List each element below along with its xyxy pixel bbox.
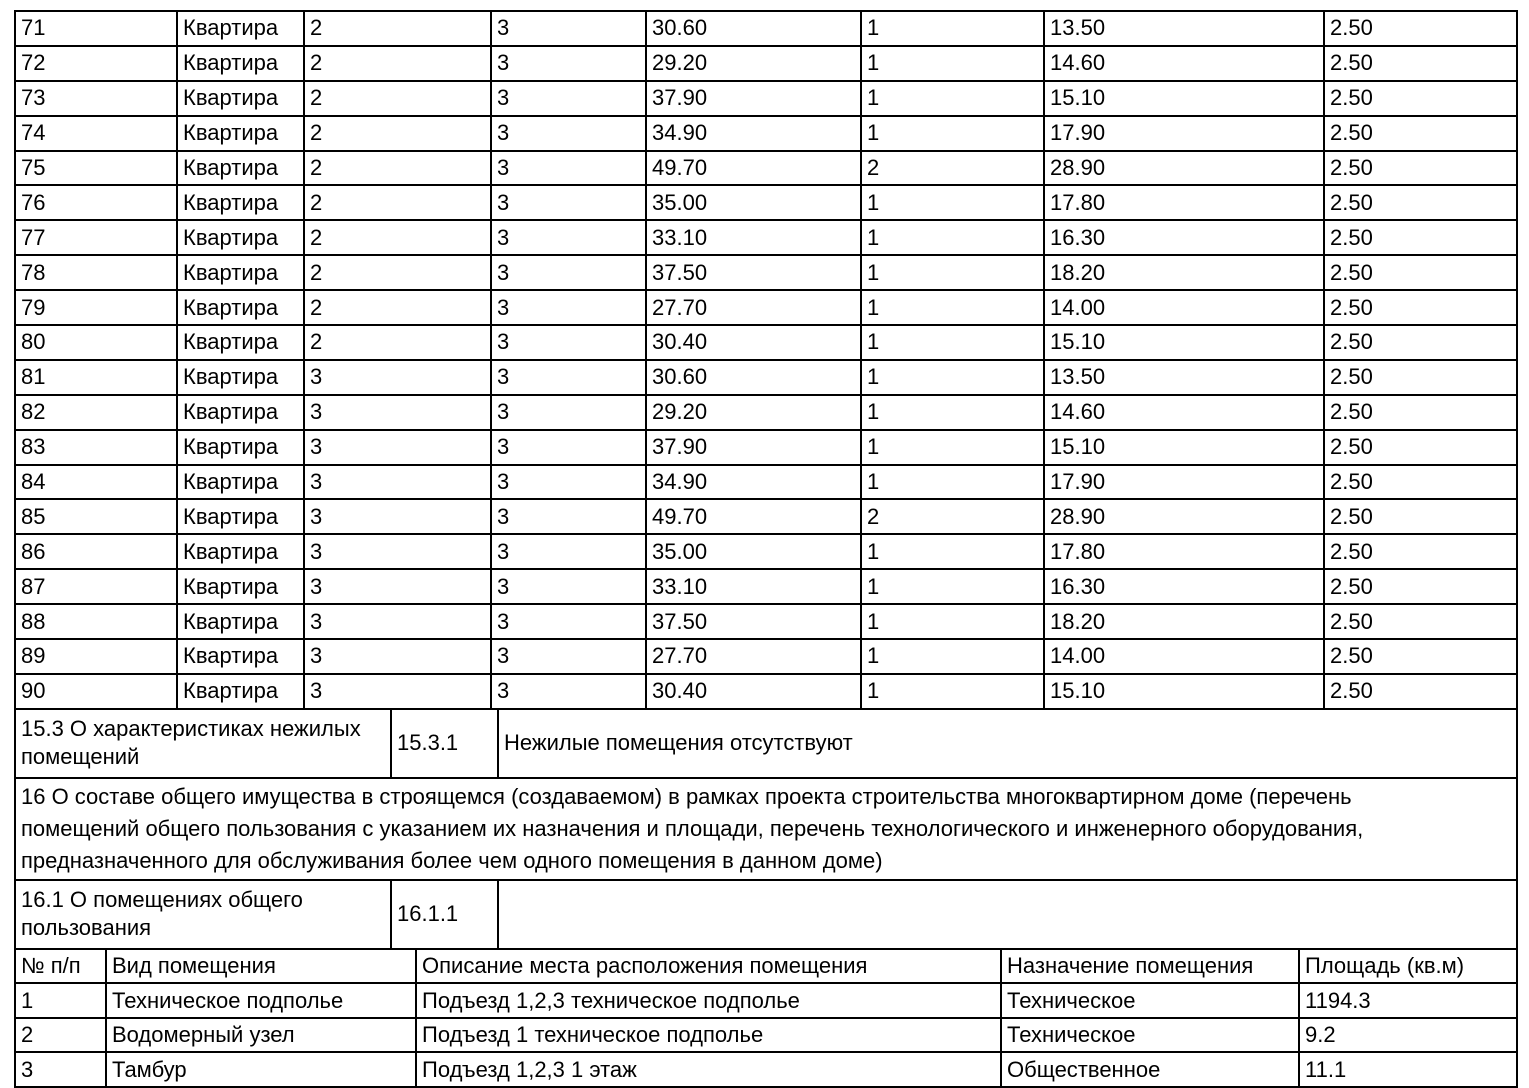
cell-room-type: Тамбур — [106, 1052, 416, 1087]
cell-room-count: 1 — [861, 220, 1044, 255]
cell-ceiling-height: 2.50 — [1324, 81, 1517, 116]
cell-entrance: 3 — [304, 569, 491, 604]
table-row — [15, 11, 1517, 46]
table-row — [15, 1018, 1517, 1053]
cell-premise-type: Квартира — [177, 255, 304, 290]
cell-total-area: 34.90 — [646, 116, 861, 151]
cell-living-area: 13.50 — [1044, 11, 1324, 46]
cell-premise-type: Квартира — [177, 46, 304, 81]
table-row — [15, 46, 1517, 81]
table-row — [15, 325, 1517, 360]
section-16-1-code: 16.1.1 — [391, 880, 498, 949]
cell-area: 9.2 — [1299, 1018, 1517, 1053]
cell-room-count: 1 — [861, 325, 1044, 360]
cell-living-area: 17.80 — [1044, 534, 1324, 569]
cell-apartment-number: 78 — [15, 255, 177, 290]
cell-floor: 3 — [491, 255, 646, 290]
cell-total-area: 33.10 — [646, 220, 861, 255]
cell-floor: 3 — [491, 116, 646, 151]
cell-premise-type: Квартира — [177, 116, 304, 151]
cell-living-area: 15.10 — [1044, 325, 1324, 360]
cell-apartment-number: 88 — [15, 604, 177, 639]
section-16-1-label: 16.1 О помещениях общего пользования — [15, 880, 391, 949]
section-15-3-value: Нежилые помещения отсутствуют — [498, 709, 1517, 778]
column-header-number: № п/п — [15, 949, 106, 984]
cell-room-count: 2 — [861, 151, 1044, 186]
table-row — [15, 534, 1517, 569]
table-row — [15, 983, 1517, 1018]
cell-floor: 3 — [491, 639, 646, 674]
section-15-3-label: 15.3 О характеристиках нежилых помещений — [15, 709, 391, 778]
table-row — [15, 674, 1517, 709]
cell-entrance: 3 — [304, 430, 491, 465]
table-row — [15, 255, 1517, 290]
cell-living-area: 17.90 — [1044, 116, 1324, 151]
cell-ceiling-height: 2.50 — [1324, 11, 1517, 46]
cell-premise-type: Квартира — [177, 674, 304, 709]
cell-room-count: 1 — [861, 395, 1044, 430]
cell-apartment-number: 71 — [15, 11, 177, 46]
table-row — [15, 569, 1517, 604]
cell-area: 1194.3 — [1299, 983, 1517, 1018]
cell-room-count: 1 — [861, 674, 1044, 709]
cell-premise-type: Квартира — [177, 604, 304, 639]
cell-purpose: Техническое — [1001, 983, 1299, 1018]
cell-floor: 3 — [491, 360, 646, 395]
cell-ceiling-height: 2.50 — [1324, 430, 1517, 465]
cell-row-number: 2 — [15, 1018, 106, 1053]
cell-entrance: 3 — [304, 604, 491, 639]
cell-living-area: 28.90 — [1044, 151, 1324, 186]
cell-floor: 3 — [491, 499, 646, 534]
cell-entrance: 2 — [304, 220, 491, 255]
cell-premise-type: Квартира — [177, 569, 304, 604]
cell-total-area: 27.70 — [646, 639, 861, 674]
cell-ceiling-height: 2.50 — [1324, 220, 1517, 255]
cell-total-area: 30.40 — [646, 674, 861, 709]
cell-room-count: 1 — [861, 11, 1044, 46]
cell-apartment-number: 89 — [15, 639, 177, 674]
table-row — [15, 709, 1517, 778]
cell-entrance: 2 — [304, 11, 491, 46]
table-row — [15, 395, 1517, 430]
cell-entrance: 2 — [304, 185, 491, 220]
cell-floor: 3 — [491, 220, 646, 255]
cell-entrance: 2 — [304, 151, 491, 186]
cell-entrance: 2 — [304, 81, 491, 116]
cell-location: Подъезд 1,2,3 1 этаж — [416, 1052, 1001, 1087]
cell-living-area: 14.00 — [1044, 639, 1324, 674]
cell-ceiling-height: 2.50 — [1324, 46, 1517, 81]
cell-entrance: 3 — [304, 534, 491, 569]
cell-area: 11.1 — [1299, 1052, 1517, 1087]
cell-ceiling-height: 2.50 — [1324, 151, 1517, 186]
cell-room-count: 1 — [861, 255, 1044, 290]
cell-living-area: 16.30 — [1044, 220, 1324, 255]
cell-purpose: Техническое — [1001, 1018, 1299, 1053]
cell-entrance: 3 — [304, 674, 491, 709]
table-row — [15, 880, 1517, 949]
cell-living-area: 13.50 — [1044, 360, 1324, 395]
cell-total-area: 35.00 — [646, 185, 861, 220]
cell-room-count: 1 — [861, 430, 1044, 465]
cell-room-count: 1 — [861, 465, 1044, 500]
cell-premise-type: Квартира — [177, 11, 304, 46]
cell-apartment-number: 73 — [15, 81, 177, 116]
cell-apartment-number: 74 — [15, 116, 177, 151]
cell-premise-type: Квартира — [177, 639, 304, 674]
cell-apartment-number: 76 — [15, 185, 177, 220]
cell-living-area: 15.10 — [1044, 81, 1324, 116]
cell-apartment-number: 72 — [15, 46, 177, 81]
cell-apartment-number: 84 — [15, 465, 177, 500]
cell-room-type: Водомерный узел — [106, 1018, 416, 1053]
apartments-table — [14, 10, 1518, 710]
cell-location: Подъезд 1 техническое подполье — [416, 1018, 1001, 1053]
cell-ceiling-height: 2.50 — [1324, 325, 1517, 360]
common-rooms-table-body — [15, 983, 1517, 1087]
apartments-table-body — [15, 11, 1517, 709]
cell-apartment-number: 90 — [15, 674, 177, 709]
cell-premise-type: Квартира — [177, 151, 304, 186]
cell-floor: 3 — [491, 11, 646, 46]
table-row — [15, 639, 1517, 674]
cell-entrance: 3 — [304, 465, 491, 500]
cell-entrance: 3 — [304, 639, 491, 674]
cell-apartment-number: 82 — [15, 395, 177, 430]
cell-total-area: 27.70 — [646, 290, 861, 325]
section-16-1-value — [498, 880, 1517, 949]
table-header-row — [15, 949, 1517, 984]
cell-total-area: 30.60 — [646, 11, 861, 46]
cell-total-area: 49.70 — [646, 499, 861, 534]
cell-living-area: 17.90 — [1044, 465, 1324, 500]
cell-premise-type: Квартира — [177, 185, 304, 220]
cell-premise-type: Квартира — [177, 534, 304, 569]
cell-living-area: 18.20 — [1044, 255, 1324, 290]
cell-entrance: 3 — [304, 395, 491, 430]
table-row — [15, 185, 1517, 220]
table-row — [15, 604, 1517, 639]
cell-living-area: 17.80 — [1044, 185, 1324, 220]
cell-ceiling-height: 2.50 — [1324, 674, 1517, 709]
cell-ceiling-height: 2.50 — [1324, 185, 1517, 220]
table-row — [15, 360, 1517, 395]
cell-room-count: 1 — [861, 604, 1044, 639]
cell-entrance: 2 — [304, 325, 491, 360]
table-row — [15, 116, 1517, 151]
cell-ceiling-height: 2.50 — [1324, 499, 1517, 534]
cell-living-area: 28.90 — [1044, 499, 1324, 534]
section-16-text: 16 О составе общего имущества в строящемся (создаваемом) в рамках проекта строительства многоквартирном доме (перечень помещений общего пользования с указанием их назначения и площади, перечень технологического и инженерного оборудования, предназначенного для обслуживания более чем одного помещения в данном доме) — [15, 778, 1517, 880]
cell-premise-type: Квартира — [177, 325, 304, 360]
cell-total-area: 30.60 — [646, 360, 861, 395]
table-row — [15, 499, 1517, 534]
cell-room-count: 1 — [861, 534, 1044, 569]
cell-floor: 3 — [491, 46, 646, 81]
cell-premise-type: Квартира — [177, 290, 304, 325]
cell-living-area: 14.60 — [1044, 395, 1324, 430]
cell-entrance: 3 — [304, 499, 491, 534]
cell-living-area: 15.10 — [1044, 430, 1324, 465]
cell-total-area: 37.50 — [646, 255, 861, 290]
table-row — [15, 220, 1517, 255]
cell-ceiling-height: 2.50 — [1324, 360, 1517, 395]
cell-apartment-number: 85 — [15, 499, 177, 534]
cell-total-area: 37.90 — [646, 81, 861, 116]
cell-entrance: 2 — [304, 255, 491, 290]
cell-floor: 3 — [491, 81, 646, 116]
cell-apartment-number: 86 — [15, 534, 177, 569]
table-row — [15, 151, 1517, 186]
cell-room-count: 2 — [861, 499, 1044, 534]
cell-living-area: 15.10 — [1044, 674, 1324, 709]
cell-floor: 3 — [491, 185, 646, 220]
cell-entrance: 2 — [304, 116, 491, 151]
cell-location: Подъезд 1,2,3 техническое подполье — [416, 983, 1001, 1018]
cell-row-number: 1 — [15, 983, 106, 1018]
cell-living-area: 14.60 — [1044, 46, 1324, 81]
table-row — [15, 1052, 1517, 1087]
cell-floor: 3 — [491, 325, 646, 360]
cell-total-area: 49.70 — [646, 151, 861, 186]
cell-entrance: 2 — [304, 290, 491, 325]
cell-premise-type: Квартира — [177, 465, 304, 500]
cell-room-count: 1 — [861, 290, 1044, 325]
cell-premise-type: Квартира — [177, 499, 304, 534]
cell-row-number: 3 — [15, 1052, 106, 1087]
cell-total-area: 29.20 — [646, 46, 861, 81]
section-16-1-row — [14, 879, 1518, 950]
cell-entrance: 3 — [304, 360, 491, 395]
cell-ceiling-height: 2.50 — [1324, 395, 1517, 430]
table-row — [15, 430, 1517, 465]
cell-total-area: 37.90 — [646, 430, 861, 465]
cell-living-area: 16.30 — [1044, 569, 1324, 604]
cell-apartment-number: 77 — [15, 220, 177, 255]
cell-premise-type: Квартира — [177, 430, 304, 465]
document-page — [14, 10, 1516, 1088]
cell-living-area: 18.20 — [1044, 604, 1324, 639]
cell-total-area: 34.90 — [646, 465, 861, 500]
cell-premise-type: Квартира — [177, 220, 304, 255]
cell-floor: 3 — [491, 290, 646, 325]
section-16-row — [14, 777, 1518, 881]
cell-total-area: 30.40 — [646, 325, 861, 360]
cell-ceiling-height: 2.50 — [1324, 116, 1517, 151]
cell-ceiling-height: 2.50 — [1324, 569, 1517, 604]
cell-floor: 3 — [491, 465, 646, 500]
cell-total-area: 33.10 — [646, 569, 861, 604]
table-row — [15, 465, 1517, 500]
cell-ceiling-height: 2.50 — [1324, 290, 1517, 325]
cell-purpose: Общественное — [1001, 1052, 1299, 1087]
cell-room-count: 1 — [861, 639, 1044, 674]
cell-apartment-number: 75 — [15, 151, 177, 186]
cell-apartment-number: 80 — [15, 325, 177, 360]
cell-apartment-number: 81 — [15, 360, 177, 395]
table-row — [15, 81, 1517, 116]
cell-apartment-number: 83 — [15, 430, 177, 465]
cell-room-count: 1 — [861, 81, 1044, 116]
cell-ceiling-height: 2.50 — [1324, 465, 1517, 500]
column-header-purpose: Назначение помещения — [1001, 949, 1299, 984]
cell-floor: 3 — [491, 674, 646, 709]
cell-ceiling-height: 2.50 — [1324, 534, 1517, 569]
cell-room-type: Техническое подполье — [106, 983, 416, 1018]
column-header-location: Описание места расположения помещения — [416, 949, 1001, 984]
cell-total-area: 37.50 — [646, 604, 861, 639]
cell-floor: 3 — [491, 534, 646, 569]
cell-ceiling-height: 2.50 — [1324, 639, 1517, 674]
cell-premise-type: Квартира — [177, 360, 304, 395]
cell-premise-type: Квартира — [177, 81, 304, 116]
cell-entrance: 2 — [304, 46, 491, 81]
cell-floor: 3 — [491, 430, 646, 465]
cell-floor: 3 — [491, 569, 646, 604]
column-header-room-type: Вид помещения — [106, 949, 416, 984]
table-row — [15, 290, 1517, 325]
cell-floor: 3 — [491, 151, 646, 186]
cell-ceiling-height: 2.50 — [1324, 255, 1517, 290]
common-rooms-table — [14, 948, 1518, 1088]
cell-ceiling-height: 2.50 — [1324, 604, 1517, 639]
cell-floor: 3 — [491, 395, 646, 430]
cell-room-count: 1 — [861, 360, 1044, 395]
cell-premise-type: Квартира — [177, 395, 304, 430]
cell-apartment-number: 87 — [15, 569, 177, 604]
section-15-3-code: 15.3.1 — [391, 709, 498, 778]
column-header-area: Площадь (кв.м) — [1299, 949, 1517, 984]
cell-floor: 3 — [491, 604, 646, 639]
cell-room-count: 1 — [861, 116, 1044, 151]
table-row — [15, 778, 1517, 880]
cell-room-count: 1 — [861, 185, 1044, 220]
cell-living-area: 14.00 — [1044, 290, 1324, 325]
cell-room-count: 1 — [861, 569, 1044, 604]
cell-apartment-number: 79 — [15, 290, 177, 325]
cell-total-area: 29.20 — [646, 395, 861, 430]
section-15-3-row — [14, 708, 1518, 779]
cell-room-count: 1 — [861, 46, 1044, 81]
cell-total-area: 35.00 — [646, 534, 861, 569]
